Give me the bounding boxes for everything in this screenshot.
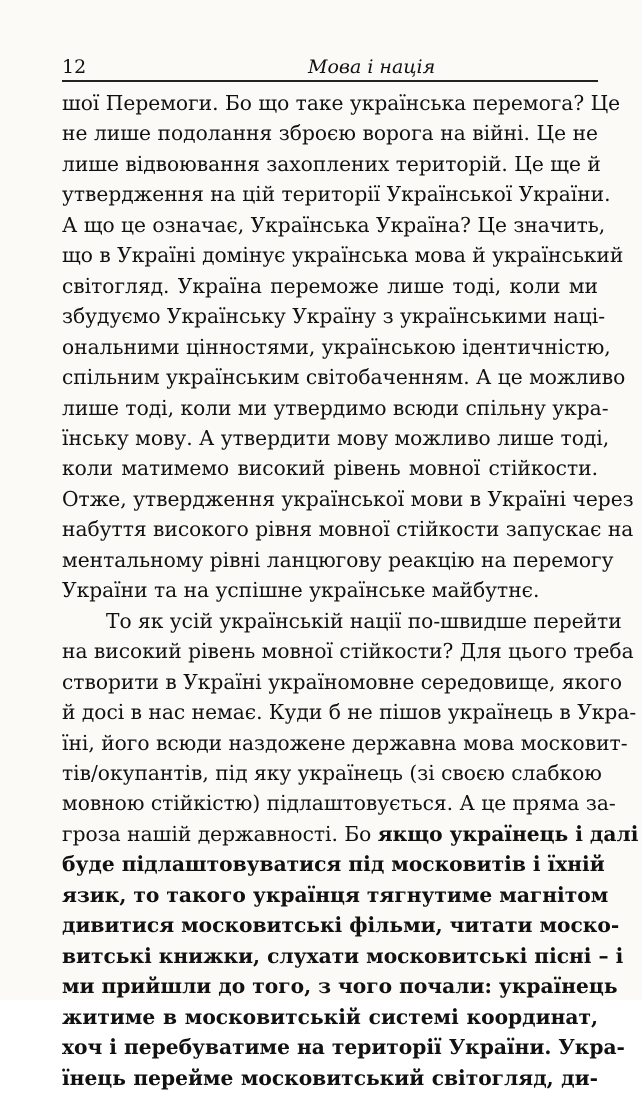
- page-number: 12: [62, 56, 87, 78]
- bold-text-run: язик, то такого українця тягнутиме магнітом: [62, 882, 609, 907]
- bold-text-run: витські книжки, слухати московитські пісні – і: [62, 943, 624, 968]
- text-line: [62, 271, 598, 301]
- bold-text-run: житиме в московитській системі координат,: [62, 1004, 598, 1029]
- text-line: [62, 1032, 625, 1062]
- text-run: шої Перемоги. Бо що таке українська перемога? Це: [62, 91, 621, 115]
- text-line: [62, 728, 628, 758]
- page-header: [62, 54, 598, 82]
- text-line: [62, 636, 634, 666]
- text-run: їні, його всюди наздожене державна мова московит-: [62, 730, 628, 755]
- text-run: на високий рівень мовної стійкости? Для цього треба: [62, 639, 634, 664]
- text-line: [62, 301, 606, 331]
- text-run: ментальному рівні ланцюгову реакцію на перемогу: [62, 547, 614, 572]
- text-run: збудуємо Українську Україну з українськими наці-: [62, 304, 606, 329]
- paragraph: [62, 606, 639, 1093]
- text-line: [62, 667, 623, 697]
- bold-text-run: хоч і перебуватиме на території України. Укра-: [62, 1035, 625, 1060]
- text-line: [62, 362, 626, 392]
- text-line: [62, 393, 609, 423]
- text-line: [62, 210, 606, 240]
- text-line: [62, 758, 602, 788]
- text-run: набуття високого рівня мовної стійкости запускає на: [62, 517, 634, 542]
- text-line: [62, 332, 611, 362]
- text-run: лише відвоювання захоплених територій. Це ще й: [62, 151, 601, 176]
- text-run: утвердження на цій території Української України.: [62, 182, 611, 207]
- text-run: й досі в нас немає. Куди б не пішов українець в Укра-: [62, 700, 637, 725]
- text-run: мовною стійкістю) підлаштовується. А це пряма за-: [62, 791, 616, 816]
- body-text: [62, 88, 639, 1093]
- text-run: світогляд. Україна переможе лише тоді, коли ми: [62, 273, 598, 298]
- text-line: [62, 423, 610, 453]
- text-line: [62, 453, 598, 483]
- text-line: [62, 240, 624, 270]
- text-line: [62, 575, 598, 605]
- text-run: гроза нашій державності. Бо: [62, 821, 378, 846]
- text-line: [62, 910, 620, 940]
- running-title: Мова і нація: [308, 56, 436, 78]
- text-line: [62, 545, 614, 575]
- text-line: [62, 1063, 598, 1093]
- text-line: [62, 606, 622, 636]
- text-line: [62, 880, 609, 910]
- text-run: не лише подолання зброєю ворога на війні. Це не: [62, 121, 598, 146]
- text-line: [62, 941, 624, 971]
- text-line: [62, 819, 639, 849]
- text-run: Отже, утвердження української мови в Україні через: [62, 486, 634, 511]
- text-run: їнську мову. А утвердити мову можливо лише тоді,: [62, 425, 610, 450]
- text-run: ональними цінностями, українською ідентичністю,: [62, 334, 611, 359]
- text-run: лише тоді, коли ми утвердимо всюди спільну укра-: [62, 395, 609, 420]
- bold-text-run: їнець перейме московитський світогляд, ди-: [62, 1065, 598, 1090]
- text-line: [62, 849, 605, 879]
- text-run: створити в Україні україномовне середовище, якого: [62, 669, 623, 694]
- text-run: коли матимемо високий рівень мовної стійкости.: [62, 456, 598, 481]
- text-run: України та на успішне українське майбутнє.: [62, 578, 540, 603]
- bold-text-run: ми прийшли до того, з чого почали: українець: [62, 974, 618, 999]
- text-run: То як усій українській нації по-швидше перейти: [106, 608, 622, 633]
- text-line: [62, 697, 637, 727]
- text-line: [62, 88, 621, 118]
- text-run: тів/окупантів, під яку українець (зі своєю слабкою: [62, 760, 602, 785]
- text-run: спільним українським світобаченням. А це можливо: [62, 365, 626, 390]
- paragraph: [62, 88, 634, 606]
- bold-text-run: дивитися московитські фільми, читати моско-: [62, 913, 620, 938]
- bold-text-run: якщо українець і далі: [377, 821, 639, 846]
- text-line: [62, 1002, 598, 1032]
- text-line: [62, 118, 598, 148]
- text-line: [62, 179, 611, 209]
- text-run: А що це означає, Українська Україна? Це значить,: [62, 212, 606, 237]
- text-line: [62, 514, 634, 544]
- text-run: що в Україні домінує українська мова й український: [62, 243, 624, 268]
- text-line: [62, 484, 634, 514]
- bold-text-run: буде підлаштовуватися під московитів і їхній: [62, 852, 605, 877]
- text-line: [62, 971, 618, 1001]
- text-line: [62, 149, 601, 179]
- text-line: [62, 788, 616, 818]
